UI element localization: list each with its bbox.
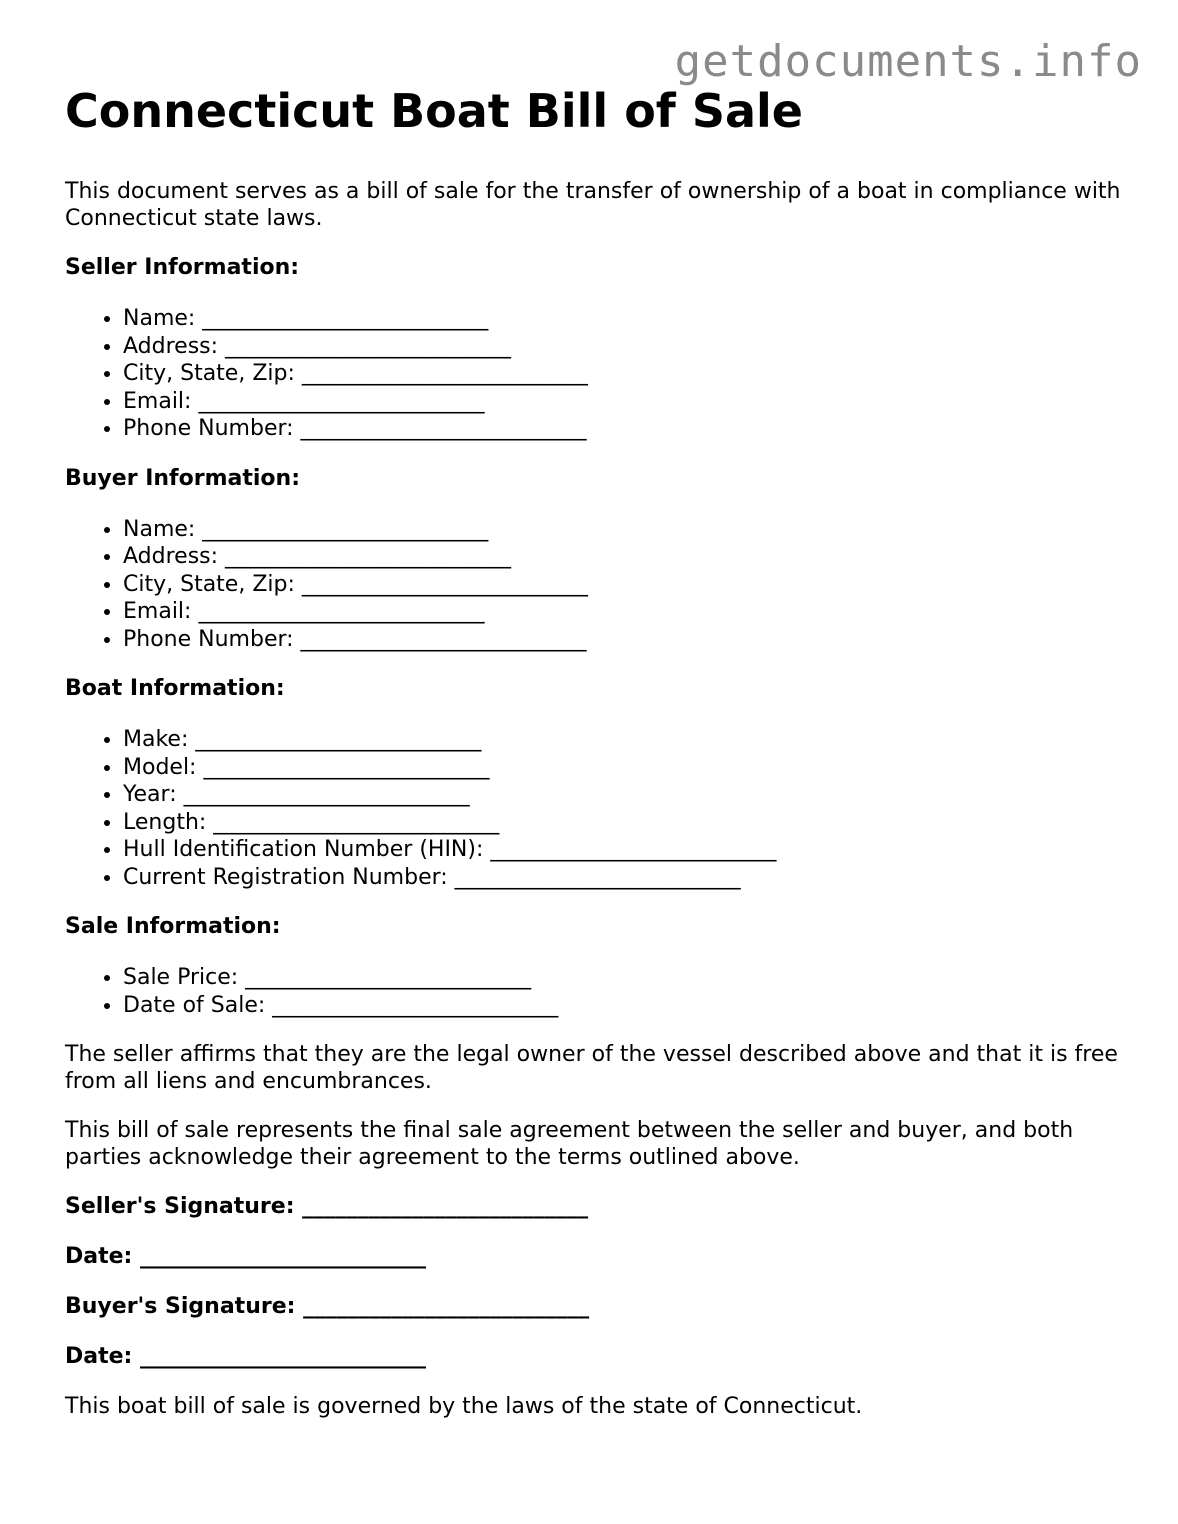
seller-name-field[interactable]: • Name: __________________________ — [123, 305, 1125, 333]
sale-fields — [65, 964, 1125, 1019]
seller-fields — [65, 305, 1125, 443]
buyer-heading: Buyer Information: — [65, 465, 300, 491]
agreement-paragraph: This bill of sale represents the final sale agreement between the seller and buyer, and both parties acknowledge their agreement to the terms outlined above. — [65, 1118, 1074, 1170]
boat-length-field[interactable]: • Length: __________________________ — [123, 809, 1125, 837]
seller-address-field[interactable]: • Address: __________________________ — [123, 333, 1125, 361]
boat-model-field[interactable]: • Model: __________________________ — [123, 754, 1125, 782]
seller-email-field[interactable]: • Email: __________________________ — [123, 388, 1125, 416]
document-page — [65, 84, 1125, 1442]
governing-law-paragraph: This boat bill of sale is governed by the laws of the state of Connecticut. — [65, 1394, 863, 1419]
seller-heading: Seller Information: — [65, 255, 300, 280]
seller-city-state-zip-field[interactable]: • City, State, Zip: __________________________ — [123, 360, 1125, 388]
seller-phone-field[interactable]: • Phone Number: __________________________ — [123, 415, 1125, 443]
buyer-phone-field[interactable]: • Phone Number: __________________________ — [123, 626, 1125, 654]
boat-year-field[interactable]: • Year: __________________________ — [123, 781, 1125, 809]
buyer-name-field[interactable]: • Name: __________________________ — [123, 516, 1125, 544]
sale-price-field[interactable]: • Sale Price: __________________________ — [123, 964, 1125, 992]
document-title: Connecticut Boat Bill of Sale — [65, 84, 803, 138]
buyer-address-field[interactable]: • Address: __________________________ — [123, 543, 1125, 571]
boat-make-field[interactable]: • Make: __________________________ — [123, 726, 1125, 754]
intro-paragraph: This document serves as a bill of sale for the transfer of ownership of a boat in compliance with Connecticut state laws. — [65, 179, 1121, 231]
boat-fields — [65, 726, 1125, 891]
boat-hin-field[interactable]: • Hull Identification Number (HIN): __________________________ — [123, 836, 1125, 864]
buyer-email-field[interactable]: • Email: __________________________ — [123, 598, 1125, 626]
buyer-city-state-zip-field[interactable]: • City, State, Zip: __________________________ — [123, 571, 1125, 599]
boat-registration-field[interactable]: • Current Registration Number: __________________________ — [123, 864, 1125, 892]
boat-heading: Boat Information: — [65, 676, 285, 701]
buyer-signature-field[interactable]: Buyer's Signature: __________________________ — [65, 1294, 590, 1319]
affirmation-paragraph: The seller affirms that they are the legal owner of the vessel described above and that it is free from all liens and encumbrances. — [65, 1042, 1118, 1094]
seller-signature-field[interactable]: Seller's Signature: __________________________ — [65, 1194, 589, 1219]
watermark: getdocuments.info — [674, 36, 1142, 87]
buyer-date-field[interactable]: Date: __________________________ — [65, 1344, 427, 1369]
sale-heading: Sale Information: — [65, 914, 281, 939]
seller-date-field[interactable]: Date: __________________________ — [65, 1244, 427, 1269]
buyer-fields — [65, 516, 1125, 654]
sale-date-field[interactable]: • Date of Sale: __________________________ — [123, 992, 1125, 1020]
